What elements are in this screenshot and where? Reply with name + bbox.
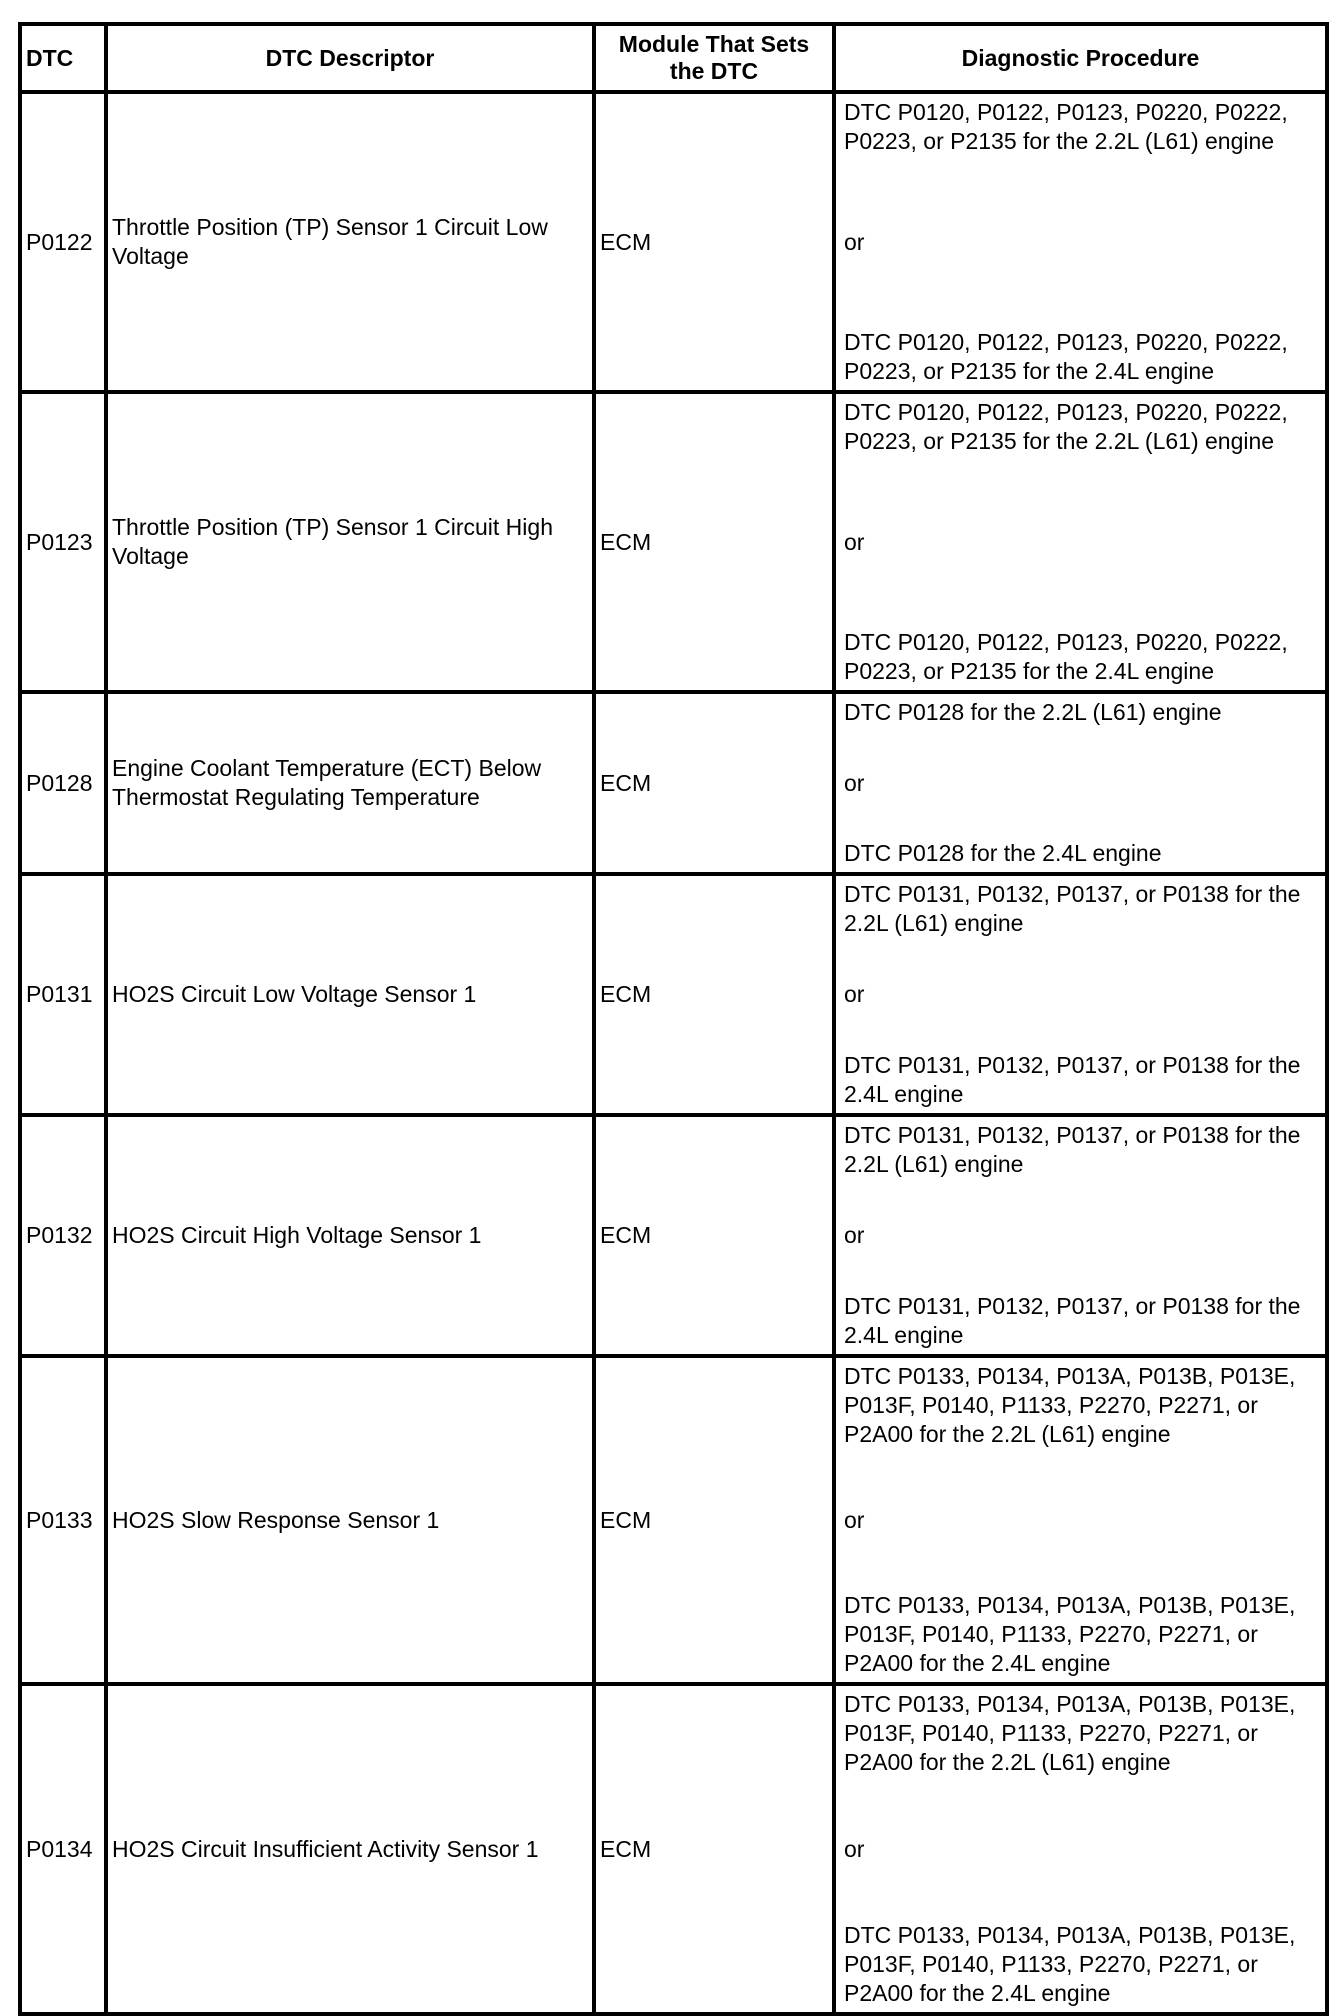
cell-procedure	[834, 692, 1327, 874]
procedure-or: or	[844, 528, 865, 555]
cell-procedure	[834, 1684, 1327, 2014]
table-row	[20, 1115, 1327, 1356]
procedure-link-a[interactable]: DTC P0120, P0122, P0123, P0220, P0222, P0223, or P2135 for the 2.2L (L61) engine	[844, 399, 1288, 454]
cell-descriptor: Throttle Position (TP) Sensor 1 Circuit Low Voltage	[106, 92, 594, 392]
procedure-link-a[interactable]: DTC P0133, P0134, P013A, P013B, P013E, P013F, P0140, P1133, P2270, P2271, or P2A00 for the 2.2L (L61) engine	[844, 1363, 1296, 1447]
procedure-link-b[interactable]: DTC P0128 for the 2.4L engine	[844, 840, 1162, 866]
procedure-or: or	[844, 1506, 865, 1533]
cell-procedure	[834, 1115, 1327, 1356]
header-module: Module That Sets the DTC	[594, 24, 834, 92]
table-row	[20, 1356, 1327, 1684]
procedure-or: or	[844, 228, 865, 255]
procedure-link-b[interactable]: DTC P0131, P0132, P0137, or P0138 for the 2.4L engine	[844, 1293, 1301, 1348]
cell-dtc: P0134	[20, 1684, 106, 2014]
cell-procedure	[834, 874, 1327, 1115]
cell-module: ECM	[594, 692, 834, 874]
header-dtc: DTC	[20, 24, 106, 92]
cell-dtc: P0131	[20, 874, 106, 1115]
cell-module: ECM	[594, 1684, 834, 2014]
cell-descriptor: Engine Coolant Temperature (ECT) Below Thermostat Regulating Temperature	[106, 692, 594, 874]
cell-dtc: P0122	[20, 92, 106, 392]
dtc-table	[18, 22, 1329, 2016]
procedure-link-b[interactable]: DTC P0120, P0122, P0123, P0220, P0222, P0223, or P2135 for the 2.4L engine	[844, 629, 1288, 684]
cell-module: ECM	[594, 392, 834, 692]
procedure-or: or	[844, 981, 865, 1007]
cell-dtc: P0133	[20, 1356, 106, 1684]
table-row	[20, 392, 1327, 692]
header-row	[20, 24, 1327, 92]
cell-descriptor: HO2S Slow Response Sensor 1	[106, 1356, 594, 1684]
cell-descriptor: HO2S Circuit Low Voltage Sensor 1	[106, 874, 594, 1115]
cell-procedure	[834, 1356, 1327, 1684]
procedure-link-a[interactable]: DTC P0133, P0134, P013A, P013B, P013E, P013F, P0140, P1133, P2270, P2271, or P2A00 for the 2.2L (L61) engine	[844, 1691, 1296, 1775]
table-row	[20, 874, 1327, 1115]
cell-dtc: P0132	[20, 1115, 106, 1356]
cell-descriptor: HO2S Circuit High Voltage Sensor 1	[106, 1115, 594, 1356]
procedure-or: or	[844, 769, 865, 796]
cell-module: ECM	[594, 92, 834, 392]
cell-procedure	[834, 392, 1327, 692]
procedure-link-a[interactable]: DTC P0128 for the 2.2L (L61) engine	[844, 699, 1222, 725]
procedure-link-a[interactable]: DTC P0131, P0132, P0137, or P0138 for the 2.2L (L61) engine	[844, 881, 1301, 936]
procedure-link-b[interactable]: DTC P0120, P0122, P0123, P0220, P0222, P0223, or P2135 for the 2.4L engine	[844, 329, 1288, 384]
cell-module: ECM	[594, 1115, 834, 1356]
table-row	[20, 692, 1327, 874]
header-descriptor: DTC Descriptor	[106, 24, 594, 92]
table-row	[20, 1684, 1327, 2014]
procedure-link-a[interactable]: DTC P0131, P0132, P0137, or P0138 for the 2.2L (L61) engine	[844, 1122, 1301, 1177]
procedure-or: or	[844, 1222, 865, 1248]
cell-descriptor: Throttle Position (TP) Sensor 1 Circuit High Voltage	[106, 392, 594, 692]
cell-dtc: P0128	[20, 692, 106, 874]
cell-module: ECM	[594, 1356, 834, 1684]
procedure-link-a[interactable]: DTC P0120, P0122, P0123, P0220, P0222, P0223, or P2135 for the 2.2L (L61) engine	[844, 99, 1288, 154]
procedure-link-b[interactable]: DTC P0131, P0132, P0137, or P0138 for the 2.4L engine	[844, 1052, 1301, 1107]
procedure-or: or	[844, 1835, 865, 1862]
procedure-link-b[interactable]: DTC P0133, P0134, P013A, P013B, P013E, P013F, P0140, P1133, P2270, P2271, or P2A00 for the 2.4L engine	[844, 1922, 1296, 2006]
procedure-link-b[interactable]: DTC P0133, P0134, P013A, P013B, P013E, P013F, P0140, P1133, P2270, P2271, or P2A00 for the 2.4L engine	[844, 1592, 1296, 1676]
table-row	[20, 92, 1327, 392]
cell-module: ECM	[594, 874, 834, 1115]
cell-procedure	[834, 92, 1327, 392]
cell-dtc: P0123	[20, 392, 106, 692]
cell-descriptor: HO2S Circuit Insufficient Activity Sensor 1	[106, 1684, 594, 2014]
header-procedure: Diagnostic Procedure	[834, 24, 1327, 92]
